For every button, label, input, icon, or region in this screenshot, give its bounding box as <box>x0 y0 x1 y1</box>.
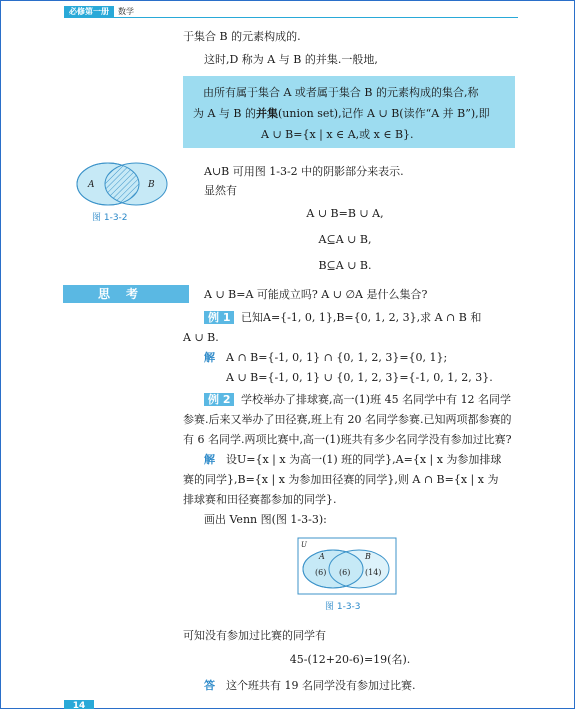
answer-tag: 答 <box>204 679 215 692</box>
label-b: B <box>365 552 371 561</box>
solution-line: A ∪ B={-1, 0, 1} ∪ {0, 1, 2, 3}={-1, 0, 1, 2, 3}. <box>226 371 493 384</box>
equation: A ∪ B=B ∪ A, <box>306 207 384 220</box>
definition-line: 为 A 与 B 的并集(union set),记作 A ∪ B(读作“A 并 B”),即 <box>193 107 490 120</box>
subject-tag: 数学 <box>118 7 134 16</box>
answer-line: 这个班共有 19 名同学没有参加过比赛. <box>226 679 416 692</box>
solution-line: 排球赛和田径赛都参加的同学}. <box>183 493 337 506</box>
label-b: B <box>148 180 155 190</box>
equation: B⊆A ∪ B. <box>318 259 372 272</box>
figure-caption: 图 1-3-3 <box>325 602 361 612</box>
example-tag: 例 1 <box>204 311 234 324</box>
calculation: 45-(12+20-6)=19(名). <box>289 653 411 666</box>
venn-diagram-union <box>72 160 172 208</box>
text-line: 显然有 <box>204 184 237 197</box>
text-line: 于集合 B 的元素构成的. <box>183 30 301 43</box>
series-tag: 必修第一册 <box>64 6 114 17</box>
think-question: A ∪ B=A 可能成立吗? A ∪ ∅A 是什么集合? <box>204 288 428 301</box>
solution-tag: 解 <box>204 351 215 364</box>
text-line: 这时,D 称为 A 与 B 的并集.一般地, <box>204 53 378 66</box>
value-both: (6) <box>339 568 351 577</box>
text-line: 参赛.后来又举办了田径赛,班上有 20 名同学参赛.已知两项都参赛的 <box>183 413 512 426</box>
think-label: 思考 <box>63 285 189 303</box>
text-line: 画出 Venn 图(图 1-3-3): <box>204 513 327 526</box>
definition-box <box>183 76 515 148</box>
example-tag: 例 2 <box>204 393 234 406</box>
solution-line: 赛的同学},B={x | x 为参加田径赛的同学},则 A ∩ B={x | x 为 <box>183 473 499 486</box>
page-number: 14 <box>64 700 94 709</box>
text-line: A ∪ B. <box>183 331 219 344</box>
label-u: U <box>301 541 307 549</box>
text-line: 可知没有参加过比赛的同学有 <box>183 629 326 642</box>
figure-caption: 图 1-3-2 <box>92 213 128 223</box>
value-a-only: (6) <box>315 568 327 577</box>
header-rule <box>64 17 518 18</box>
solution-line: A ∩ B={-1, 0, 1} ∩ {0, 1, 2, 3}={0, 1}; <box>226 351 448 364</box>
text-line: 已知A={-1, 0, 1},B={0, 1, 2, 3},求 A ∩ B 和 <box>241 311 482 324</box>
text-line: A∪B 可用图 1-3-2 中的阴影部分来表示. <box>204 165 404 178</box>
value-b-only: (14) <box>365 568 382 577</box>
definition-line: 由所有属于集合 A 或者属于集合 B 的元素构成的集合,称 <box>203 86 479 99</box>
label-a: A <box>319 552 325 561</box>
text-line: 学校举办了排球赛,高一(1)班 45 名同学中有 12 名同学 <box>241 393 512 406</box>
venn-diagram-sports <box>297 537 397 595</box>
running-header <box>64 6 134 17</box>
solution-tag: 解 <box>204 453 215 466</box>
solution-line: 设U={x | x 为高一(1) 班的同学},A={x | x 为参加排球 <box>226 453 502 466</box>
label-a: A <box>88 180 95 190</box>
equation: A⊆A ∪ B, <box>318 233 372 246</box>
text-line: 有 6 名同学.两项比赛中,高一(1)班共有多少名同学没有参加过比赛? <box>183 433 512 446</box>
union-term: 并集 <box>256 107 279 120</box>
union-formula: A ∪ B={x | x ∈ A,或 x ∈ B}. <box>261 128 414 141</box>
